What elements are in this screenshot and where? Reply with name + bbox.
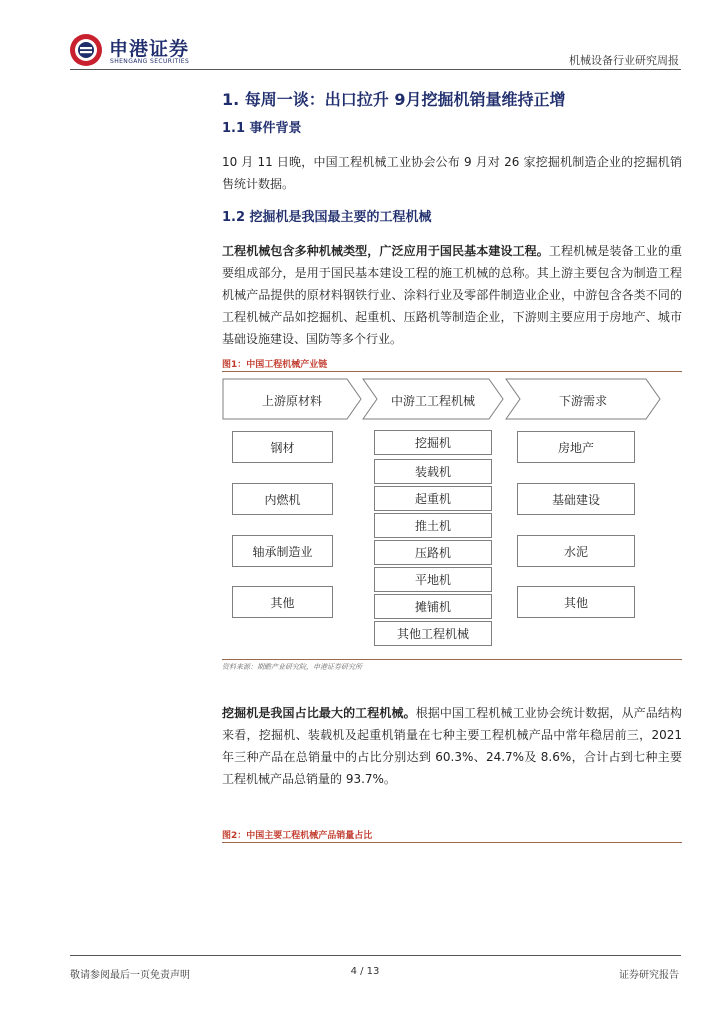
footer-disclaimer: 敬请参阅最后一页免责声明 (70, 970, 190, 981)
section-title: 1. 每周一谈：出口拉升 9月挖掘机销量维持正增 (222, 90, 566, 109)
figure1-label: 图1：中国工程机械产业链 (222, 360, 328, 370)
midstream-item: 装载机 (374, 459, 492, 484)
industry-paragraph-body: 工程机械是装备工业的重要组成部分，是用于国民基本建设工程的施工机械的总称。其上游主要包含为制造工程机械产品提供的原材料钢铁行业、涂料行业及零部件制造业企业，中游包含各类不同的工程机械产品如挖掘机、起重机、压路机等制造企业，下游则主要应用于房地产、城市基础设施建设、国防等多个行业。 (222, 244, 682, 346)
midstream-item: 挖掘机 (374, 430, 492, 455)
midstream-item: 摊铺机 (374, 594, 492, 619)
figure2-top-rule (222, 842, 682, 843)
excavator-share-body: 根据中国工程机械工业协会统计数据，从产品结构来看，挖掘机、装载机及起重机销量在七种主要工程机械产品中常年稳居前三，2021 年三种产品在总销量中的占比分别达到 60.3%、24.7%及 8.6%，合计占到七种主要工程机械产品总销量的 93.7%。 (222, 706, 682, 786)
upstream-item: 轴承制造业 (232, 535, 333, 567)
logo-name-en: SHENGANG SECURITIES (110, 58, 190, 65)
downstream-header: 下游需求 (558, 394, 607, 408)
figure1-bottom-rule (222, 659, 682, 660)
figure1-source: 资料来源：期瞻产业研究院，申港证券研究所 (222, 663, 362, 671)
midstream-item: 推土机 (374, 513, 492, 538)
midstream-item: 压路机 (374, 540, 492, 565)
midstream-chevron (362, 378, 504, 420)
footer-divider (70, 955, 681, 956)
downstream-chevron (505, 378, 661, 420)
background-paragraph: 10 月 11 日晚，中国工程机械工业协会公布 9 月对 26 家挖掘机制造企业的挖掘机销售统计数据。 (222, 155, 682, 191)
figure1-top-rule (222, 371, 682, 372)
downstream-item: 水泥 (517, 535, 635, 567)
downstream-item: 基础建设 (517, 483, 635, 515)
upstream-item: 钢材 (232, 431, 333, 463)
midstream-item: 起重机 (374, 486, 492, 511)
footer-report-type: 证券研究报告 (619, 970, 679, 981)
downstream-item: 房地产 (517, 431, 635, 463)
company-logo-icon (69, 33, 103, 67)
downstream-item: 其他 (517, 586, 635, 618)
logo-name-cn: 申港证券 (109, 38, 190, 60)
subsection-title-background: 1.1 事件背景 (222, 121, 302, 136)
industry-paragraph-lead: 工程机械包含多种机械类型，广泛应用于国民基本建设工程。 (222, 244, 549, 258)
header-divider (70, 69, 681, 70)
figure2-label: 图2：中国主要工程机械产品销量占比 (222, 831, 373, 841)
midstream-header: 中游工工程机械 (390, 394, 475, 408)
midstream-item: 其他工程机械 (374, 621, 492, 646)
industry-paragraph (222, 240, 682, 350)
report-series-title: 机械设备行业研究周报 (569, 54, 679, 67)
page-number: 4 / 13 (350, 966, 380, 977)
excavator-share-paragraph (222, 702, 682, 790)
subsection-title-excavator: 1.2 挖掘机是我国最主要的工程机械 (222, 210, 432, 225)
upstream-header: 上游原材料 (261, 394, 322, 408)
midstream-item: 平地机 (374, 567, 492, 592)
excavator-share-lead: 挖掘机是我国占比最大的工程机械。 (222, 706, 416, 720)
upstream-item: 其他 (232, 586, 333, 618)
upstream-item: 内燃机 (232, 483, 333, 515)
upstream-chevron (222, 378, 362, 420)
